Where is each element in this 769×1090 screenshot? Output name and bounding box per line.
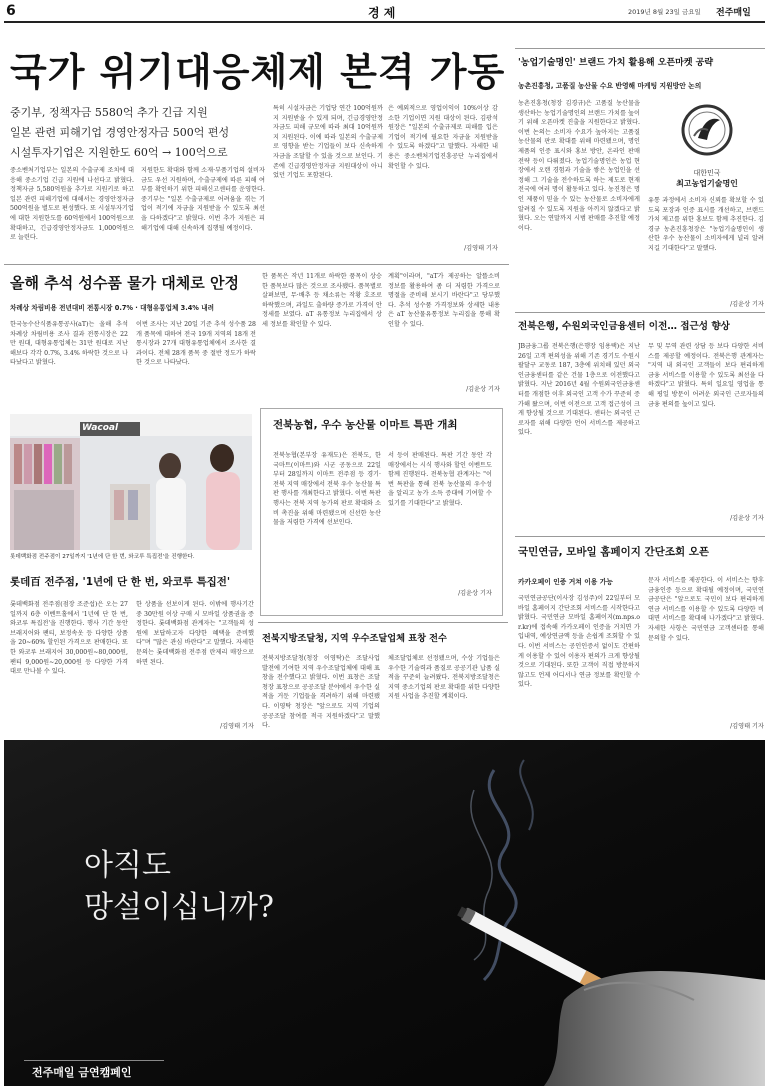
nh-headline: 전북농협, 우수 농산물 이마트 특판 개최 (273, 419, 458, 431)
header-rule (4, 21, 765, 23)
section-name: 경 제 (368, 6, 396, 20)
procure-headline: 전북지방조달청, 지역 우수조달업체 표창 전수 (262, 633, 447, 644)
anti-smoking-ad (4, 740, 765, 1086)
master-farmer-logo (660, 100, 754, 190)
lead-col1: 중소벤처기업부는 일본의 수출규제 조치에 대응해 중소기업 긴급 지원에 나선다고 밝혔다. 정책자금 5,580억원을 추가로 지원키로 하고 일본 관련 피해기업에 대해서는 경영안정자금 500억원을 별도로 편성했다. 또 시설투자기업에 대한 지원한도를 60억원에서 100억원으로 확대하고, 긴급경영안정자금도 1,000억원으로 늘린다. (10, 167, 134, 242)
nh-col1: 전북농협(본부장 유재도)은 전북도, 한국마트(이마트)와 시군 공동으로 22일부터 28일까지 이마트 전주점 등 경기·전북 지역 매장에서 전북 우수 농산물 특판 행사를 개최한다고 밝혔다. 이번 특판 행사는 전북 지역 농가의 판로 확대와 소비 촉진을 위해 마련됐으며 신선한 농산물을 저렴한 가격에 선보인다. (273, 452, 381, 527)
page-header (0, 0, 769, 22)
logo-caption-country: 대한민국 (693, 169, 721, 177)
lead-subheads (10, 103, 270, 163)
lotte-col2: 한 상품을 선보이게 된다. 이밖에 행사기간 중 30만원 이상 구매 시 모바일 상품권을 증정한다. 롯데백화점 관계자는 "고객들의 성원에 보답하고자 다양한 혜택을 준비했다"며 "많은 관심 바란다"고 말했다. 자세한 문의는 롯데백화점 전주점 란제리 매장으로 하면 된다. (136, 601, 254, 666)
nh-col2: 서 등이 판매된다. 특판 기간 동안 각 매장에서는 시식 행사와 할인 이벤트도 함께 진행된다. 전북농협 관계자는 "이번 특판을 통해 전북 농산물의 우수성을 알리고 농가 소득 증대에 기여할 수 있기를 기대한다"고 밝혔다. (388, 452, 492, 507)
farm-headline: '농업기술명인' 브랜드 가치 활용해 오픈마켓 공략 (518, 58, 714, 68)
photo-caption: 롯데백화점 전주점이 27일까지 '1년에 단 한 번, 와코루 특집전'을 진행한다. (10, 554, 195, 560)
store-photo (10, 414, 252, 550)
nps-col1: 국민연금공단(이사장 김성주)이 22일부터 모바일 홈페이지 간단조회 서비스를 시작한다고 밝혔다. 국민연금 모바일 홈페이지(m.nps.or.kr)에 접속해 카카오페이 인증을 거치면 가입내역, 예상연금액 등을 손쉽게 조회할 수 있다. 이번 서비스는 공인인증서 없이도 간편하게 이용할 수 있어 이용자 편의가 크게 향상될 것으로 기대된다. 또한 고객이 직접 방문하지 않고도 언제 어디서나 연금 정보를 확인할 수 있다. (518, 595, 640, 689)
bank-col1: JB금융그룹 전북은행(은행장 임용택)은 지난 26일 고객 편의성을 위해 기존 경기도 수원시 팔달구 교동로 187, 3층에 위치해 있던 외국인금융센터를 같은 건물 1층으로 이전했다고 밝혔다. 지난 2016년 4월 수원외국인금융센터를 개점한 이후 외국인 고객 수가 꾸준히 증가해 왔으며, 이번 이전으로 고객 접근성이 크게 향상될 것으로 기대된다. 센터는 외국인 근로자를 위해 다양한 언어 서비스를 제공하고 있다. (518, 343, 640, 437)
bank-col2: 무 및 무역 관련 상담 등 보다 다양한 서비스를 제공할 예정이다. 전북은행 관계자는 "지역 내 외국인 고객들이 보다 편리하게 금융 서비스를 이용할 수 있도록 최선을 다하겠다"고 밝혔다. 특히 일요일 영업을 통해 평일 방문이 어려운 외국인 근로자들의 금융 편의를 높이고 있다. (648, 343, 764, 408)
procure-top-rule (258, 622, 508, 623)
ad-footer: 전주매일 금연캠페인 (32, 1066, 132, 1079)
chuseok-byline: /김윤상 기자 (466, 386, 500, 393)
paper-name: 전주매일 (716, 8, 751, 18)
chuseok-col3: 한 품목은 작년 11개로 하락한 품목이 상승한 품목보다 많은 것으로 조사됐다. 품목별로 살펴보면, 무·배추 등 채소류는 작황 호조로 하락했으며, 과일도 출하량 증가로 가격이 안정세를 보였다. aT 유통정보 누리집에서 상세 정보를 확인할 수 있다. (262, 273, 382, 328)
lead-subhead-1: 중기부, 정책자금 5580억 추가 긴급 지원 (10, 106, 208, 119)
nps-byline: /김영태 기자 (730, 723, 764, 730)
chuseok-top-rule (4, 264, 509, 265)
procure-col2: 체조달업체로 선정됐으며, 수상 기업들은 우수한 기술력과 품질로 공공기관 납품 실적을 꾸준히 늘려왔다. 전북지방조달청은 지역 중소기업의 판로 확대를 위한 다양한 지원 사업을 추진할 계획이다. (388, 655, 500, 701)
ad-line-2: 망설이십니까? (84, 890, 274, 925)
lotte-headline: 롯데百 전주점, '1년에 단 한 번, 와코루 특집전' (10, 576, 231, 588)
lead-subhead-2: 일본 관련 피해기업 경영안정자금 500억 편성 (10, 126, 230, 139)
chuseok-col4: 계획"이라며, "aT가 제공하는 알뜰소비 정보를 활용하여 좀 더 저렴한 가격으로 명절을 준비해 보시기 바란다"고 당부했다. 추석 성수품 가격정보와 상세한 내용은 aT 농산물유통정보 누리집을 통해 확인할 수 있다. (388, 273, 500, 328)
lead-col4: 은 예외적으로 영업이익이 10%이상 감소한 기업이면 지원 대상이 된다. 김광석 원장은 "일본의 수출규제로 피해를 입은 기업이 적기에 필요한 자금을 지원받을 수 있도록 하겠다"고 말했다. 자세한 내용은 중소벤처기업진흥공단 누리집에서 확인할 수 있다. (388, 105, 498, 170)
nh-box (260, 408, 503, 616)
ad-footer-rule (24, 1060, 164, 1061)
page-number: 6 (6, 3, 16, 19)
lotte-col1: 롯데백화점 전주점(점장 조준섭)은 오는 27일까지 6층 이벤트홀에서 '1년에 단 한 번, 와코루 특집전'을 진행한다. 행사 기간 동안 브래지어와 팬티, 보정속옷 등 다양한 상품을 20~60% 할인된 가격으로 판매한다. 또한 와코루 브래지어 30,000원~80,000원, 팬티 9,000원~20,000원 등 다양한 가격대로 만나볼 수 있다. (10, 601, 128, 676)
procure-col1: 전북지방조달청(청장 이영탁)은 조달사업 발전에 기여한 지역 우수조달업체에 대해 표창을 전수했다고 밝혔다. 이번 표창은 조달청장 표창으로 공공조달 분야에서 우수한 실적을 거둔 기업들을 격려하기 위해 마련됐다. 이영탁 청장은 "앞으로도 지역 기업의 공공조달 참여를 적극 지원하겠다"고 말했다. (262, 655, 380, 730)
chuseok-headline: 올해 추석 성수품 물가 대체로 안정 (10, 274, 239, 292)
lead-col3: 특히 시설자금은 기업당 연간 100억원까지 지원받을 수 있게 되며, 긴급경영안정자금도 피해 규모에 따라 최대 10억원까지 지원된다. 이에 따라 일본의 수출규제로 영향을 받는 기업들이 보다 신속하게 자금을 조달할 수 있을 것으로 보인다. 기존에 긴급경영안정자금 지원대상이 아니었던 기업도 포함된다. (273, 105, 383, 180)
nps-top-rule (515, 536, 765, 537)
farm-byline: /김윤상 기자 (730, 301, 764, 308)
nps-subhead: 카카오페이 인증 거쳐 이용 가능 (518, 578, 613, 586)
lead-subhead-3: 시설투자기업은 지원한도 60억 → 100억으로 (10, 146, 228, 159)
chuseok-col2: 이번 조사는 지난 20일 기준 추석 성수품 28개 품목에 대하여 전국 19개 지역의 18개 전통시장과 27개 대형유통업체에서 조사한 결과이다. 전체 28개 품목 중 절반 정도가 하락한 것으로 나타났다. (136, 321, 256, 367)
bank-byline: /김윤상 기자 (730, 515, 764, 522)
store-sign: Wacoal (82, 423, 119, 433)
farm-top-rule (515, 48, 765, 49)
chuseok-subhead: 차례상 차림비용 전년대비 전통시장 0.7% · 대형유통업체 3.4% 내려 (10, 304, 214, 312)
lotte-byline: /김영태 기자 (220, 723, 254, 730)
nps-headline: 국민연금, 모바일 홈페이지 간단조회 오픈 (518, 546, 710, 558)
chuseok-col1: 한국농수산식품유통공사(aT)는 올해 추석 차례상 차림비용 조사 결과 전통시장은 22만 원대, 대형유통업체는 31만 원대로 지난해보다 각각 0.7%, 3.4% 하락한 것으로 나타났다고 밝혔다. (10, 321, 128, 367)
lingerie-store-photo-icon (10, 414, 252, 550)
logo-caption-title: 최고농업기술명인 (676, 179, 738, 188)
master-farmer-emblem-icon (660, 100, 754, 162)
ad-line-1: 아직도 (84, 848, 171, 883)
lead-byline: /김영태 기자 (464, 245, 498, 252)
farm-col1: 농촌진흥청(청장 김경규)은 고품질 농산물을 생산하는 농업기술명인의 브랜드 가치를 높이기 위해 오픈마켓 진출을 지원한다고 밝혔다. 이번 논의는 소비자 수요가 높아지는 고품질 농산물의 판로 확대를 위해 마련됐으며, 명인 제품의 인증 표시와 홍보 방안, 온라인 판매 전략 등이 다뤄졌다. 농업기술명인은 농업 현장에서 오랜 경험과 기술을 쌓은 농업인을 선정해 그 기술을 전수하도록 하는 제도로 현재 전국에 여러 명이 활동하고 있다. 농진청은 명인 제품이 믿을 수 있는 농산물로 소비자에게 알려질 수 있도록 지원을 아끼지 않겠다고 밝혔다. 오는 연말까지 시범 판매를 추진할 예정이다. (518, 100, 640, 232)
issue-date: 2019년 8월 23일 금요일 (628, 8, 701, 16)
farm-col2: 유통 과정에서 소비자 신뢰를 확보할 수 있도록 포장과 인증 표시를 개선하고, 브랜드 가치 제고를 위한 홍보도 함께 추진한다. 김경규 농촌진흥청장은 "농업기술명인이 생산한 우수 농산물이 소비자에게 널리 알려지길 기대한다"고 말했다. (648, 197, 764, 252)
bank-headline: 전북은행, 수원외국인금융센터 이전… 접근성 향상 (518, 321, 730, 332)
lead-col2: 지원한도 확대와 함께 소재·부품기업의 설비자금도 우선 지원하며, 수출규제에 따른 피해 여부를 확인하기 위한 피해신고센터를 운영한다. 중기부는 "일본 수출규제로 어려움을 겪는 기업이 적기에 자금을 지원받을 수 있도록 최선을 다하겠다"고 밝혔다. 이번 추가 지원은 피해기업에 대해 신속하게 집행될 예정이다. (141, 167, 265, 232)
lead-headline: 국가 위기대응체제 본격 가동 (10, 50, 506, 94)
nps-col2: 문자 서비스를 제공한다. 이 서비스는 향후 금융인증 등으로 확대될 예정이며, 국민연금공단은 "앞으로도 국민이 보다 편리하게 연금 서비스를 이용할 수 있도록 다양한 비대면 서비스를 확대해 나가겠다"고 밝혔다. 자세한 사항은 국민연금 고객센터를 통해 문의할 수 있다. (648, 577, 764, 642)
farm-subhead: 농촌진흥청, 고품질 농산물 수요 반영해 마케팅 지원방안 논의 (518, 82, 702, 90)
nh-byline: /김윤상 기자 (458, 590, 492, 597)
bank-top-rule (515, 312, 765, 313)
